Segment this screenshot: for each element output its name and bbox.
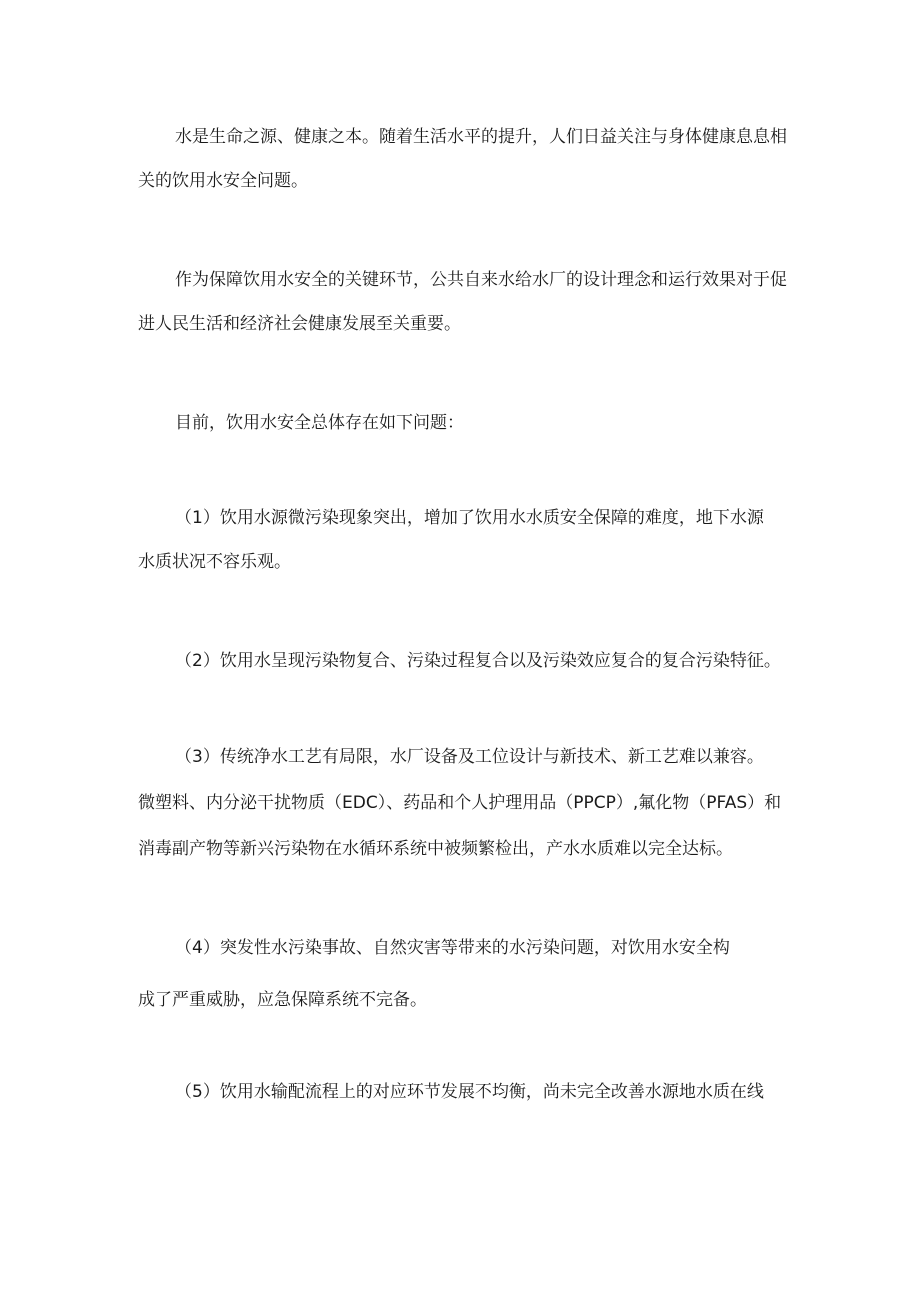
paragraph-problem-1 [138, 496, 788, 584]
paragraph-line: 微塑料、内分泌干扰物质（EDC）、药品和个人护理用品（PPCP）,氟化物（PFAS）和 [138, 793, 782, 813]
paragraph-line: 进人民生活和经济社会健康发展至关重要。 [138, 314, 461, 334]
paragraph-problem-4 [138, 922, 788, 1026]
paragraph-problems-heading [138, 401, 788, 445]
paragraph-line: （3）传统净水工艺有局限，水厂设备及工位设计与新技术、新工艺难以兼容。 [175, 747, 764, 767]
paragraph-line: 成了严重威胁，应急保障系统不完备。 [138, 990, 427, 1010]
paragraph-line: 关的饮用水安全问题。 [138, 171, 308, 191]
paragraph-intro [138, 115, 788, 203]
paragraph-problem-5 [138, 1070, 788, 1114]
paragraph-line: （4）突发性水污染事故、自然灾害等带来的水污染问题，对饮用水安全构 [175, 938, 730, 958]
paragraph-line: 消毒副产物等新兴污染物在水循环系统中被频繁检出，产水水质难以完全达标。 [138, 839, 733, 859]
paragraph-line: （5）饮用水输配流程上的对应环节发展不均衡，尚未完全改善水源地水质在线 [175, 1082, 764, 1102]
paragraph-line: 目前，饮用水安全总体存在如下问题： [175, 413, 464, 433]
paragraph-line: 水是生命之源、健康之本。随着生活水平的提升，人们日益关注与身体健康息息相 [175, 127, 787, 147]
paragraph-problem-2 [138, 639, 788, 683]
paragraph-line: （2）饮用水呈现污染物复合、污染过程复合以及污染效应复合的复合污染特征。 [175, 651, 781, 671]
paragraph-line: （1）饮用水源微污染现象突出，增加了饮用水水质安全保障的难度，地下水源 [175, 508, 764, 528]
paragraph-line: 水质状况不容乐观。 [138, 552, 291, 572]
paragraph-line: 作为保障饮用水安全的关键环节，公共自来水给水厂的设计理念和运行效果对于促 [175, 270, 787, 290]
paragraph-problem-3 [138, 734, 788, 872]
paragraph-key-link [138, 258, 788, 346]
